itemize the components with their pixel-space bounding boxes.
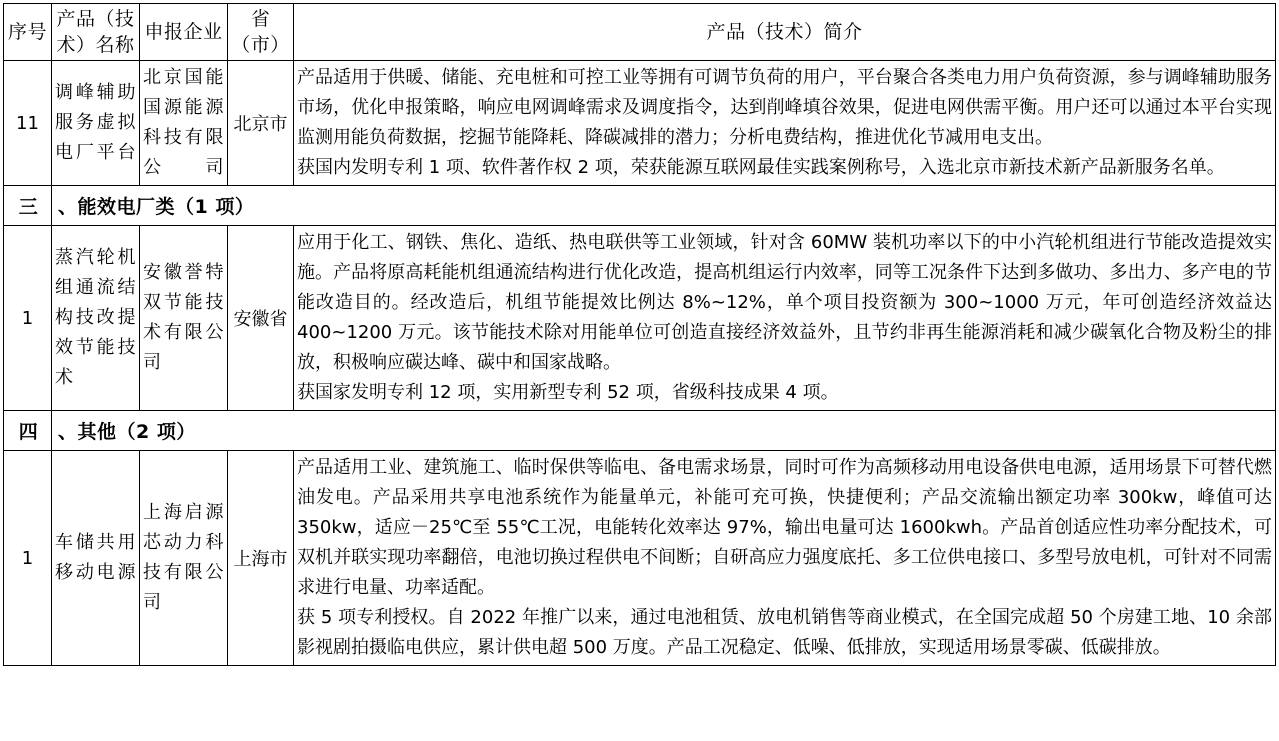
cell-description — [294, 451, 1276, 666]
section-heading-row — [4, 186, 1276, 226]
column-header-product-name: 产品（技术）名称 — [52, 4, 140, 61]
cell-seq: 11 — [4, 61, 52, 186]
description-paragraph: 获 5 项专利授权。自 2022 年推广以来，通过电池租赁、放电机销售等商业模式，在全国完成超 50 个房建工地、10 余部影视剧拍摄临电供应，累计供电超 500 万度。产品工况稳定、低噪、低排放，实现适用场景零碳、低碳排放。 — [297, 607, 1272, 658]
section-heading-row — [4, 411, 1276, 451]
table-header — [4, 4, 1276, 61]
description-paragraph: 获国内发明专利 1 项、软件著作权 2 项，荣获能源互联网最佳实践案例称号，入选北京市新技术新产品新服务名单。 — [297, 157, 1225, 178]
column-header-applicant: 申报企业 — [140, 4, 228, 61]
description-paragraph: 产品适用工业、建筑施工、临时保供等临电、备电需求场景，同时可作为高频移动用电设备供电电源，适用场景下可替代燃油发电。产品采用共享电池系统作为能量单元，补能可充可换，快捷便利；产品交流输出额定功率 300kw，峰值可达 350kw，适应－25℃至 55℃工况，电能转化效率达 97%，输出电量可达 1600kwh。产品首创适应性功率分配技术，可双机并联实现功率翻倍，电池切换过程供电不间断；自研高应力强度底托、多工位供电接口、多型号放电机，可针对不同需求进行电量、功率适配。 — [297, 457, 1272, 598]
column-header-seq: 序号 — [4, 4, 52, 61]
cell-seq: 1 — [4, 451, 52, 666]
table-row — [4, 451, 1276, 666]
section-title: 、其他（2 项） — [52, 411, 1276, 451]
description-paragraph: 产品适用于供暖、储能、充电桩和可控工业等拥有可调节负荷的用户，平台聚合各类电力用户负荷资源，参与调峰辅助服务市场，优化申报策略，响应电网调峰需求及调度指令，达到削峰填谷效果，促进电网供需平衡。用户还可以通过本平台实现监测用能负荷数据，挖掘节能降耗、降碳减排的潜力；分析电费结构，推进优化节减用电支出。 — [297, 67, 1272, 148]
cell-description — [294, 226, 1276, 411]
cell-seq: 1 — [4, 226, 52, 411]
cell-province: 北京市 — [228, 61, 294, 186]
cell-applicant: 安徽誉特双节能技术有限公司 — [140, 226, 228, 411]
description-paragraph: 获国家发明专利 12 项，实用新型专利 52 项，省级科技成果 4 项。 — [297, 382, 839, 403]
cell-province: 安徽省 — [228, 226, 294, 411]
product-technology-table — [3, 3, 1276, 666]
table-header-row — [4, 4, 1276, 61]
section-mark: 四 — [4, 411, 52, 451]
cell-applicant: 上海启源芯动力科技有限公司 — [140, 451, 228, 666]
cell-applicant: 北京国能国源能源科技有限公司 — [140, 61, 228, 186]
cell-province: 上海市 — [228, 451, 294, 666]
cell-product-name: 车储共用移动电源 — [52, 451, 140, 666]
column-header-province: 省（市） — [228, 4, 294, 61]
description-paragraph: 应用于化工、钢铁、焦化、造纸、热电联供等工业领域，针对含 60MW 装机功率以下的中小汽轮机组进行节能改造提效实施。产品将原高耗能机组通流结构进行优化改造，提高机组运行内效率，同等工况条件下达到多做功、多出力、多产电的节能改造目的。经改造后，机组节能提效比例达 8%~12%，单个项目投资额为 300~1000 万元，年可创造经济效益达 400~1200 万元。该节能技术除对用能单位可创造直接经济效益外，且节约非再生能源消耗和减少碳氧化合物及粉尘的排放，积极响应碳达峰、碳中和国家战略。 — [297, 232, 1272, 373]
cell-product-name: 调峰辅助服务虚拟电厂平台 — [52, 61, 140, 186]
section-mark: 三 — [4, 186, 52, 226]
table-row — [4, 226, 1276, 411]
section-title: 、能效电厂类（1 项） — [52, 186, 1276, 226]
cell-description — [294, 61, 1276, 186]
cell-product-name: 蒸汽轮机组通流结构技改提效节能技术 — [52, 226, 140, 411]
table-row — [4, 61, 1276, 186]
column-header-description: 产品（技术）简介 — [294, 4, 1276, 61]
table-body — [4, 61, 1276, 666]
